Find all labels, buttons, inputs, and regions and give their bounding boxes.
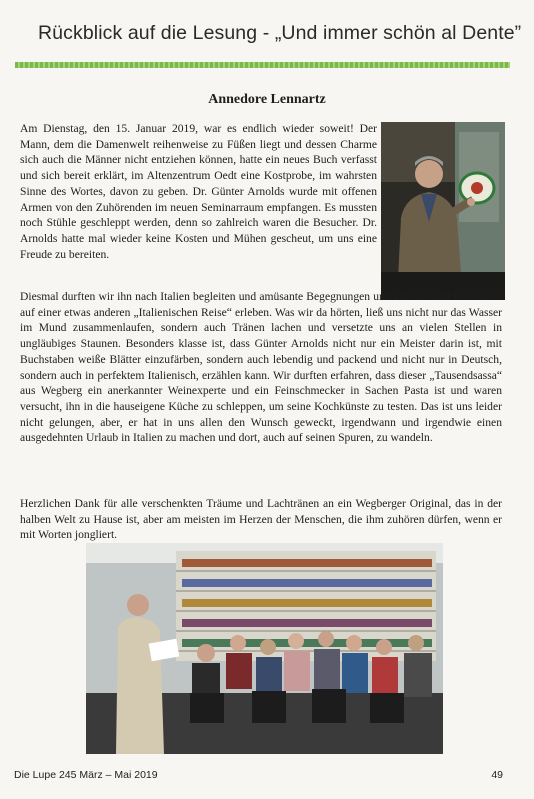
footer-issue: Die Lupe 245 März – Mai 2019 bbox=[14, 769, 158, 781]
author-name: Annedore Lennartz bbox=[208, 92, 326, 107]
audience-photo-image bbox=[86, 543, 443, 754]
paragraph-3: Herzlichen Dank für alle verschenkten Träume und Lachtränen an ein Wegberger Original, das in der halben Welt zu Hause ist, aber am meisten im Herzen der Menschen, die ihm zuhören dürfen, wenn er mit Worten jongliert. bbox=[20, 497, 502, 542]
paragraph-2: Diesmal durften wir ihn nach Italien begleiten und amüsante Begegnungen und kulinarische Erlebnisse auf einer etwas anderen „Italienischen Reise“ erleben. Was wir da hörten, ließ uns nicht nur das Wasser im Mund zusammenlaufen, sondern auch Tränen lachen und versetzte uns an vielen Stellen in ungläubiges Staunen. Besonders klasse ist, dass Günter Arnolds nicht nur ein Meister darin ist, mit Buchstaben weiße Blätter einzufärben, sondern auch lebendig und packend und nicht nur in Deutsch, sondern auch in perfektem Italienisch, erzählen kann. Wir durften erfahren, dass dieser „Tausendsassa“ aus Wegberg ein anerkannter Weinexperte und ein Feinschmecker in Sachen Pasta ist und waren versucht, ihn in die hauseigene Küche zu schleppen, um seine Kochkünste zu testen. Das ist uns leider nicht gelungen, aber, er hat in uns allen den Wunsch geweckt, irgendwann und irgendwie einen ausgedehnten Urlaub in Italien zu machen und dort, auch auf seinen Spuren, zu wandeln. bbox=[20, 290, 502, 445]
page-number: 49 bbox=[491, 769, 503, 781]
speaker-photo bbox=[381, 122, 505, 300]
green-divider bbox=[15, 62, 510, 68]
paragraph-1: Am Dienstag, den 15. Januar 2019, war es endlich wieder soweit! Der Mann, dem die Damenwelt reihenweise zu Füßen liegt und dessen Charme sich auch die Männer nicht entziehen können, hatte ein neues Buch verfasst und sich bereit erklärt, im Altenzentrum Oedt eine Kostprobe, im wahrsten Sinne des Wortes, davon zu geben. Dr. Günter Arnolds wurde mit offenen Armen von den Zuhörenden im neuen Seminarraum empfangen. Es mussten noch Stühle geschleppt werden, denn so zahlreich waren die Besucher. Dr. Arnolds hatte mal wieder keine Kosten und Mühen gescheut, um uns eine Freude zu bereiten. bbox=[20, 122, 377, 261]
page-title: Rückblick auf die Lesung - „Und immer schön al Dente” bbox=[38, 22, 522, 44]
audience-photo bbox=[86, 543, 443, 754]
speaker-photo-image bbox=[381, 122, 505, 300]
